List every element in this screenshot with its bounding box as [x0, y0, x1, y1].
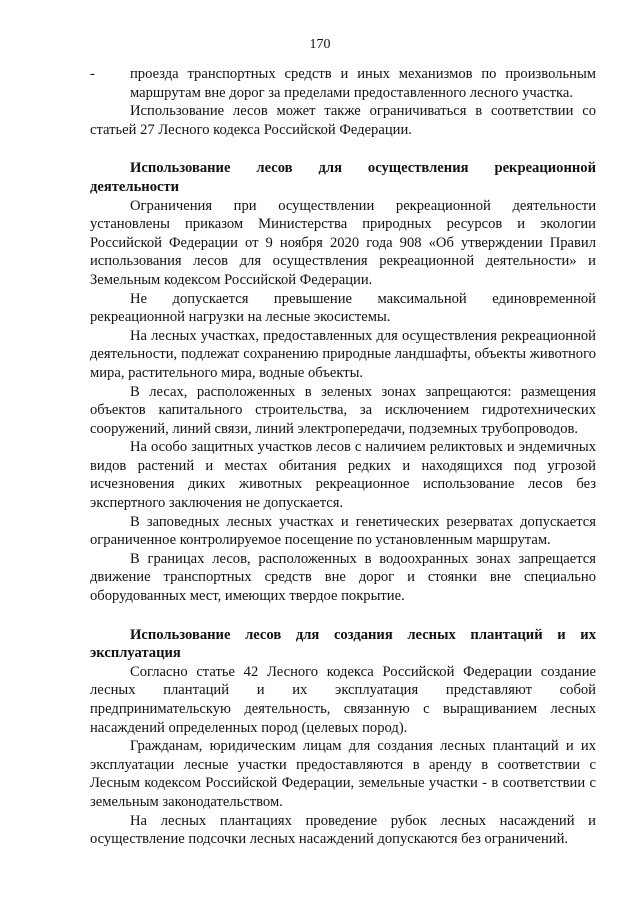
paragraph: Не допускается превышение максимальной единовременной рекреационной нагрузки на лесные экосистемы.: [90, 290, 596, 326]
paragraph: Ограничения при осуществлении рекреационной деятельности установлены приказом Министерства природных ресурсов и экологии Российской Федерации от 9 ноября 2020 года 908 «Об утверждении Правил использования лесов для осуществления рекреационной деятельности» и Земельным кодексом Российской Федерации.: [90, 197, 596, 288]
paragraph: В лесах, расположенных в зеленых зонах запрещаются: размещения объектов капитального строительства, за исключением гидротехнических сооружений, линий связи, линий электропередачи, подземных трубопроводов.: [90, 383, 596, 437]
paragraph: На особо защитных участков лесов с наличием реликтовых и эндемичных видов растений и местах обитания редких и находящихся под угрозой исчезновения диких животных рекреационное использование лесов без экспертного заключения не допускается.: [90, 439, 596, 512]
paragraph: Использование лесов может также ограничиваться в соответствии со статьей 27 Лесного кодекса Российской Федерации.: [90, 103, 596, 138]
list-item: [90, 65, 596, 102]
section-heading-plantations: Использование лесов для создания лесных плантаций и их эксплуатация: [90, 626, 596, 662]
paragraph: В границах лесов, расположенных в водоохранных зонах запрещается движение транспортных средств вне дорог и стоянки вне специально оборудованных мест, имеющих твердое покрытие.: [90, 550, 596, 605]
section-heading-recreation: Использование лесов для осуществления рекреационной деятельности: [90, 160, 596, 195]
paragraph: Согласно статье 42 Лесного кодекса Российской Федерации создание лесных плантаций и их эксплуатация представляют собой предпринимательскую деятельность, связанную с выращиванием лесных насаждений определенных пород (целевых пород).: [90, 663, 596, 736]
paragraph: На лесных участках, предоставленных для осуществления рекреационной деятельности, подлежат сохранению природные ландшафты, объекты животного мира, растительного мира, водные объекты.: [90, 327, 596, 381]
page-content: [90, 65, 596, 849]
paragraph: На лесных плантациях проведение рубок лесных насаждений и осуществление подсочки лесных насаждений допускаются без ограничений.: [90, 812, 596, 848]
list-item-text: проезда транспортных средств и иных механизмов по произвольным маршрутам вне дорог за пределами предоставленного лесного участка.: [130, 66, 596, 101]
paragraph: Гражданам, юридическим лицам для создания лесных плантаций и их эксплуатации лесные участки предоставляются в аренду в соответствии с Лесным кодексом Российской Федерации, земельные участки - в соответствии с земельным законодательством.: [90, 738, 596, 810]
paragraph: В заповедных лесных участках и генетических резерватах допускается ограниченное контролируемое посещение по установленным маршрутам.: [90, 513, 596, 549]
bullet-dash: -: [90, 66, 95, 82]
page-number: 170: [309, 37, 331, 52]
